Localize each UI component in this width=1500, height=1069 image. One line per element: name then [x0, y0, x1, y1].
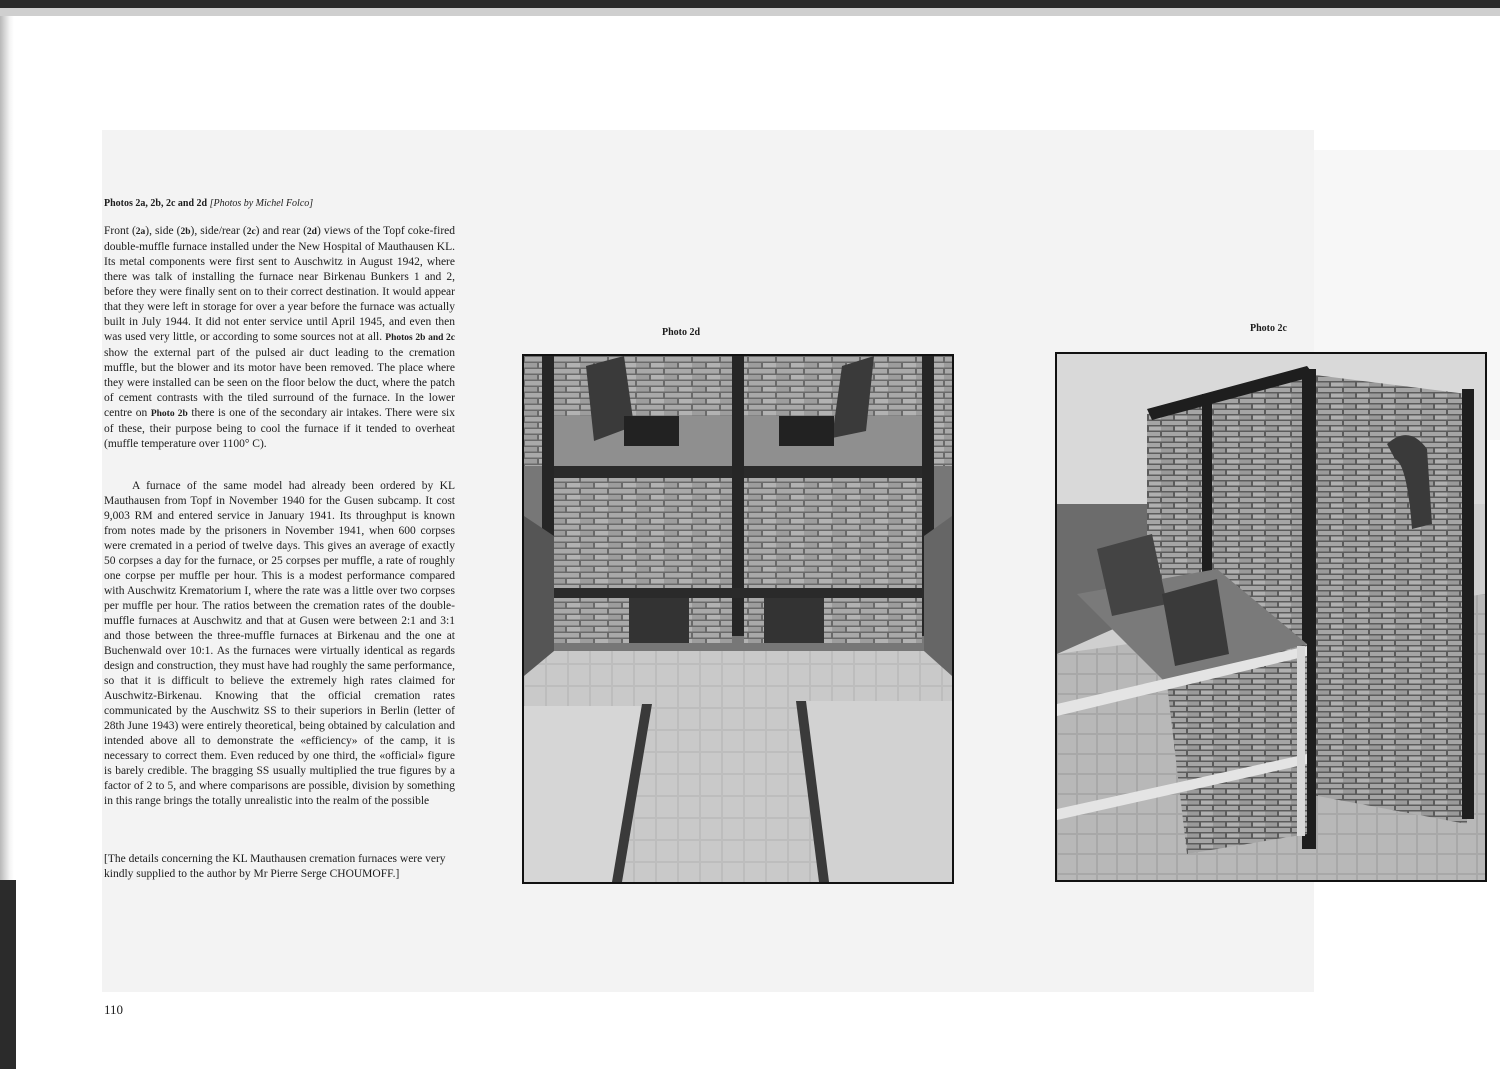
photo-caption-heading: [104, 198, 313, 209]
scan-top-edge-light: [0, 8, 1500, 16]
photo-2d-furnace-rear: [522, 354, 954, 884]
photo-ref-2b-2c: Photos 2b and 2c: [385, 333, 456, 343]
scan-left-edge: [0, 880, 16, 1069]
photo-ref-2d: 2d: [306, 227, 317, 237]
page-number: 110: [104, 1002, 124, 1017]
text-run: ) views of the Topf coke-fired double-muffle furnace installed under the New Hospital of Mauthausen KL. Its metal components were first sent to Auschwitz in August 1942, where there was talk of installing the furnace near Birkenau Bunkers 1 and 2, before they were finally sent on to their correct destination. It would appear that they were left in storage for over a year before the furnace was actually built in July 1944. It did not enter service until April 1945, and even then was used very little, or according to some sources not at all.: [104, 225, 456, 343]
photo-2c-illustration: [1057, 354, 1485, 880]
caption-title: Photos 2a, 2b, 2c and 2d: [104, 198, 208, 209]
text-run: ), side (: [145, 225, 181, 237]
photo-2c-furnace-side-rear: [1055, 352, 1487, 882]
photo-ref-2a: 2a: [135, 227, 146, 237]
text-run: ) and rear (: [255, 225, 307, 237]
photo-2d-label: Photo 2d: [662, 327, 701, 338]
caption-credit: [Photos by Michel Folco]: [209, 198, 314, 209]
photo-ref-2b: 2b: [180, 227, 191, 237]
text-run: there is one of the secondary air intakes. There were six of these, their purpose being to cool the furnace if it tended to overheat (muffle temperature over 1100° C).: [104, 407, 455, 450]
photo-2d-illustration: [524, 356, 952, 882]
photo-ref-2c: 2c: [246, 227, 256, 237]
paragraph-gusen-furnace: A furnace of the same model had already been ordered by KL Mauthausen from Topf in November 1940 for the Gusen subcamp. It cost 9,003 RM and entered service in January 1941. Its throughput is known from notes made by the prisoners in November 1941, when 600 corpses were cremated in a period of twelve days. This gives an average of exactly 50 corpses a day for the furnace, or 25 corpses per muffle, a rate of roughly one corpse per muffle per hour. This is a modest performance compared with Auschwitz Krematorium I, where the rate was a little over two corpses per muffle per hour. The ratios between the cremation rates of the double-muffle furnaces at Auschwitz and that at Gusen were between 2:1 and 3:1 and those between the three-muffle furnaces at Birkenau and the one at Buchenwald over 10:1. As the furnaces were virtually identical as regards design and construction, they must have had roughly the same performance, so that it is difficult to believe the extremely high rates claimed for Auschwitz-Birkenau. Knowing that the official cremation rates communicated by the Auschwitz SS to their superiors in Berlin (letter of 28th June 1943) were entirely theoretical, being obtained by calculation and intended above all to demonstrate the «efficiency» of the camp, it is necessary to correct them. Even reduced by one third, the «official» figure is barely credible. The bragging SS usually multiplied the true figures by a factor of 2 to 5, and where comparisons are possible, division by something in this range brings the totally unrealistic into the realm of the possible: [104, 480, 455, 807]
photo-2c-label: Photo 2c: [1250, 323, 1287, 334]
paragraph-furnace-description: [104, 224, 455, 452]
paragraph-acknowledgement: [The details concerning the KL Mauthausen cremation furnaces were very kindly supplied to the author by Mr Pierre Serge CHOUMOFF.]: [104, 853, 446, 880]
photo-ref-photo-2b: Photo 2b: [150, 409, 188, 419]
text-run: Front (: [104, 225, 136, 237]
text-run: ), side/rear (: [190, 225, 247, 237]
text-run: show the external part of the pulsed air duct leading to the cremation muffle, but the blower and its motor have been removed. The place where they were installed can be seen on the floor below the duct, where the patch of cement contrasts with the tiled surround of the furnace. In the lower centre on: [104, 347, 455, 419]
